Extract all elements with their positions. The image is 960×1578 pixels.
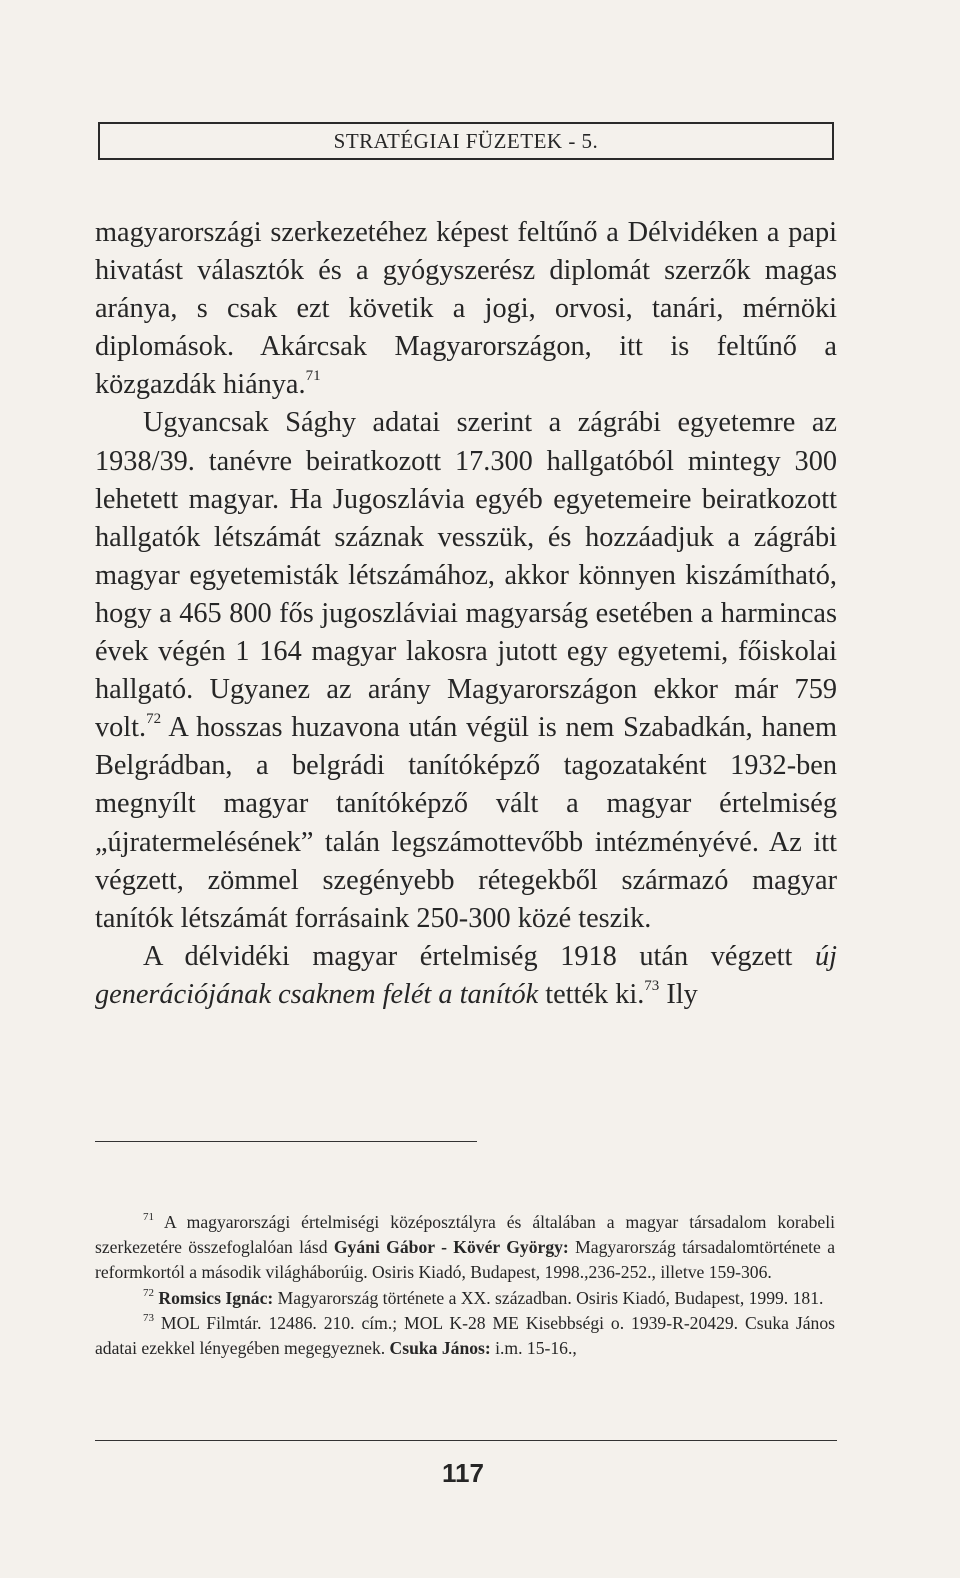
footnote-73-text-a: MOL Filmtár. 12486. 210. cím.; MOL K-28 ME Kisebbségi o. 1939-R-20429. Csuka János adatai ezekkel lényegében megegyeznek. [95,1312,835,1359]
paragraph-3-text-a: A délvidéki magyar értelmiség 1918 után végzett [143,940,815,972]
body-text [95,214,837,1014]
footnote-72-text: Magyarország története a XX. században. Osiris Kiadó, Budapest, 1999. 181. [273,1287,824,1308]
page-number: 117 [442,1458,484,1488]
footnote-73-text-b: i.m. 15-16., [490,1338,577,1359]
paragraph-3-text-b: tették ki. [538,978,645,1010]
paragraph-3-emphasis: új generációjának csaknem felét a tanítók [95,940,837,1010]
footnote-71-author: Gyáni Gábor - Kövér György: [333,1237,569,1258]
footnote-ref-71[interactable]: 71 [305,368,321,385]
footnote-ref-72[interactable]: 72 [146,711,162,728]
footnote-71-text-b: Magyarország társadalomtörténete a reformkortól a második világháborúig. Osiris Kiadó, Budapest, 1998.,236-252., illetve 159-306. [95,1237,836,1283]
paragraph-2-text-b: A hosszas huzavona után végül is nem Szabadkán, hanem Belgrádban, a belgrádi tanítóképző tagozataként 1932-ben megnyílt magyar tanítóképző vált a magyar értelmiség „újratermelésének” talán legszámottevőbb intézményévé. Az itt végzett, zömmel szegényebb rétegekből származó magyar tanítók létszámát forrásaink 250-300 közé teszik. [95,712,837,934]
footnote-ref-73[interactable]: 73 [644,977,660,994]
footnote-73 [95,1311,835,1361]
paragraph-1-text: magyarországi szerkezetéhez képest feltűnő a Délvidéken a papi hivatást választók és a gyógyszerész diplomát szerzők magas aránya, s csak ezt követik a jogi, orvosi, tanári, mérnöki diplomások. Akárcsak Magyarországon, itt is feltűnő a közgazdák hiánya. [95,217,837,401]
footnote-71-text-a: A magyarországi értelmiségi középosztályra és általában a magyar társadalom korabeli szerkezetére összefoglalóan lásd [95,1212,835,1258]
footnote-separator [95,1141,477,1142]
bottom-separator [95,1440,837,1441]
running-header-title: STRATÉGIAI FÜZETEK - 5. [333,129,599,153]
footnote-72-number: 72 [143,1286,154,1299]
running-header [98,122,834,160]
paragraph-3-text-c: Ily [659,978,698,1010]
paragraph-2-text-a: Ugyancsak Sághy adatai szerint a zágrábi egyetemre az 1938/39. tanévre beiratkozott 17.300 hallgatóból mintegy 300 lehetett magyar. Ha Jugoszlávia egyéb egyetemeire beiratkozott hallgatók létszámát száznak vesszük, és hozzáadjuk a zágrábi magyar egyetemisták létszámához, akkor könnyen kiszámítható, hogy a 465 800 fős jugoszláviai magyarság esetében a harmincas évek végén 1 164 magyar lakosra jutott egy egyetemi, főiskolai hallgató. Ugyanez az arány Magyarországon ekkor már 759 volt. [95,407,837,744]
footnote-73-number: 73 [143,1311,154,1324]
footnote-72-author: Romsics Ignác: [158,1287,274,1308]
footnote-71-number: 71 [143,1211,154,1223]
footnotes [95,1210,835,1361]
footnote-71 [95,1210,835,1286]
paragraph-1 [95,214,837,404]
footnote-72 [95,1286,835,1311]
paragraph-2 [95,404,837,937]
footnote-73-author: Csuka János: [389,1338,491,1359]
paragraph-3 [95,938,837,1014]
